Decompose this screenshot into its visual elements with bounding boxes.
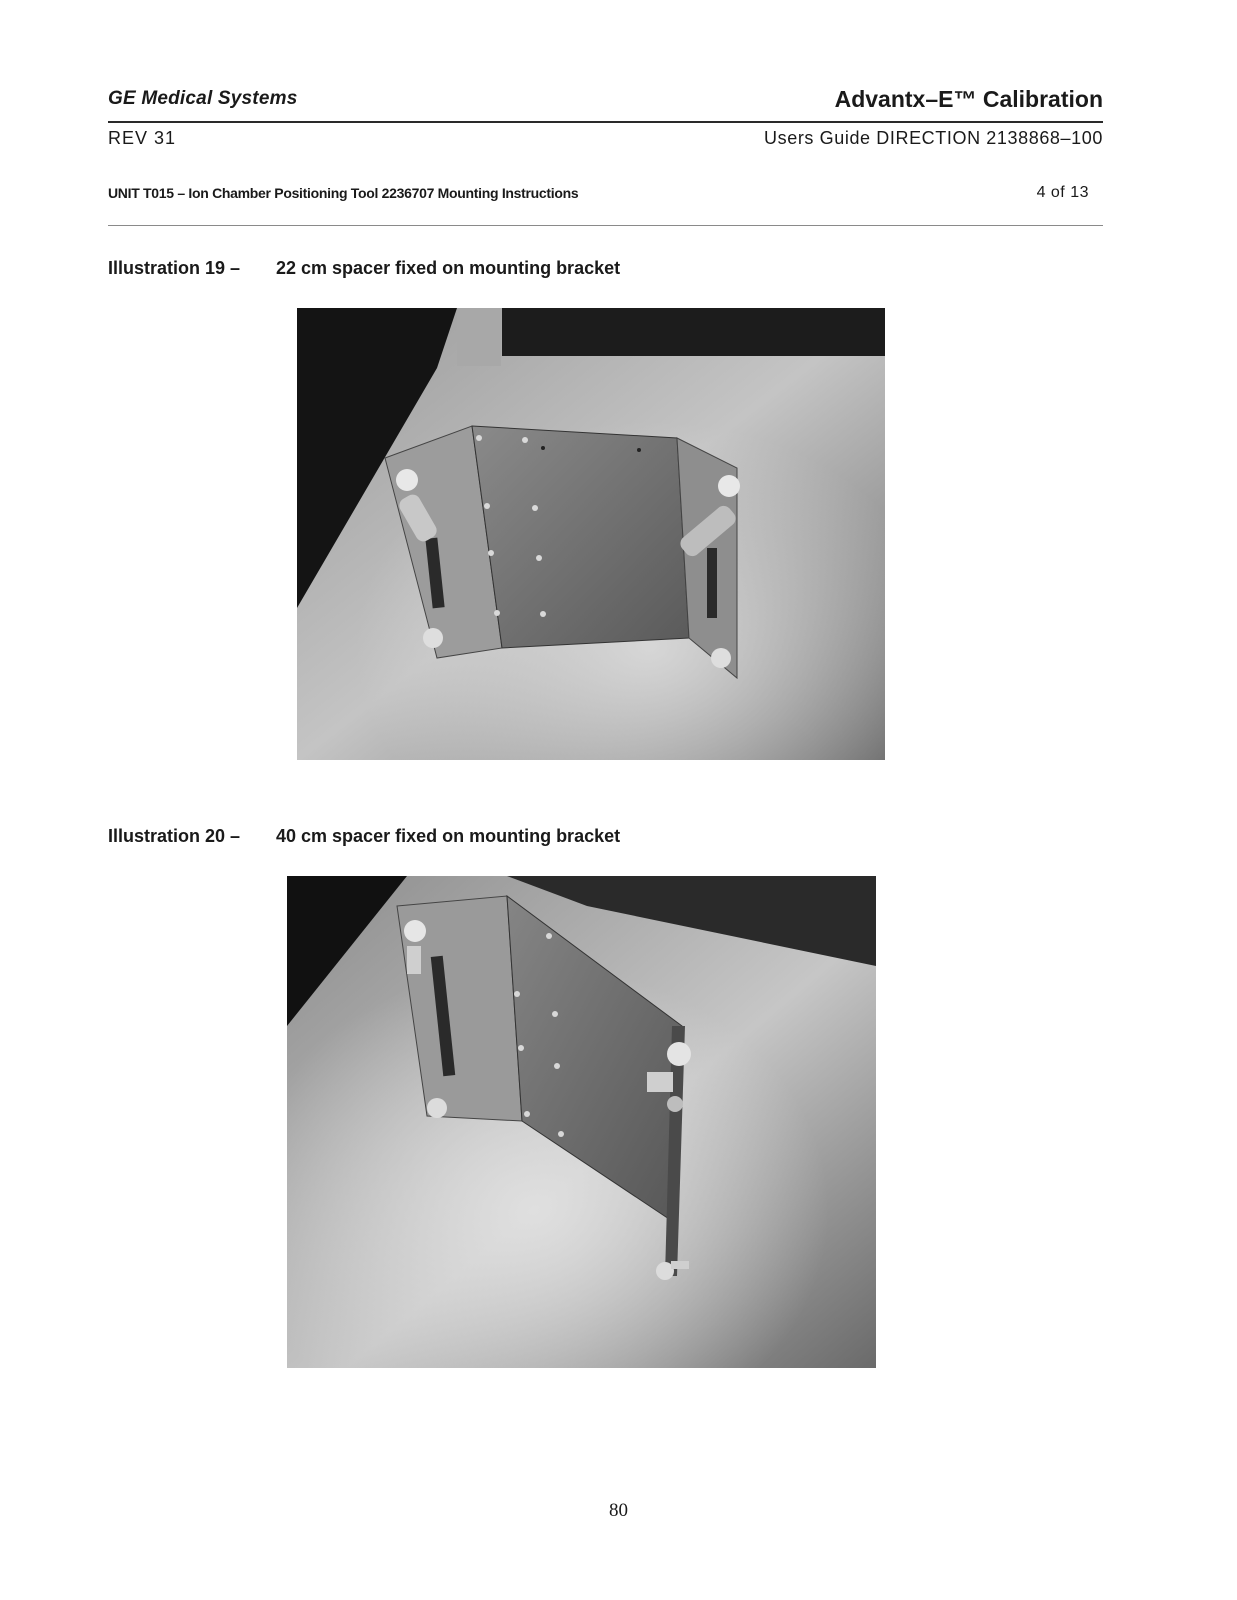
section-title: UNIT T015 – Ion Chamber Positioning Tool 2236707 Mounting Instructions — [108, 185, 579, 201]
page-of-count: 4 of 13 — [1036, 184, 1089, 201]
company-name: GE Medical Systems — [108, 88, 298, 109]
illustration-20-number: Illustration 20 – — [108, 826, 241, 846]
illustration-20-photo — [287, 876, 876, 1368]
illustration-19-caption: 22 cm spacer fixed on mounting bracket — [276, 258, 621, 278]
revision-label: REV 31 — [108, 128, 177, 148]
illustration-19-photo — [297, 308, 885, 760]
illustration-19-number: Illustration 19 – — [108, 258, 241, 278]
document-title: Advantx–E™ Calibration — [834, 86, 1103, 112]
page-number: 80 — [609, 1500, 628, 1521]
header-rule — [108, 121, 1103, 123]
guide-direction: Users Guide DIRECTION 2138868–100 — [764, 128, 1103, 148]
illustration-20-caption: 40 cm spacer fixed on mounting bracket — [276, 826, 621, 846]
section-rule — [108, 225, 1103, 226]
